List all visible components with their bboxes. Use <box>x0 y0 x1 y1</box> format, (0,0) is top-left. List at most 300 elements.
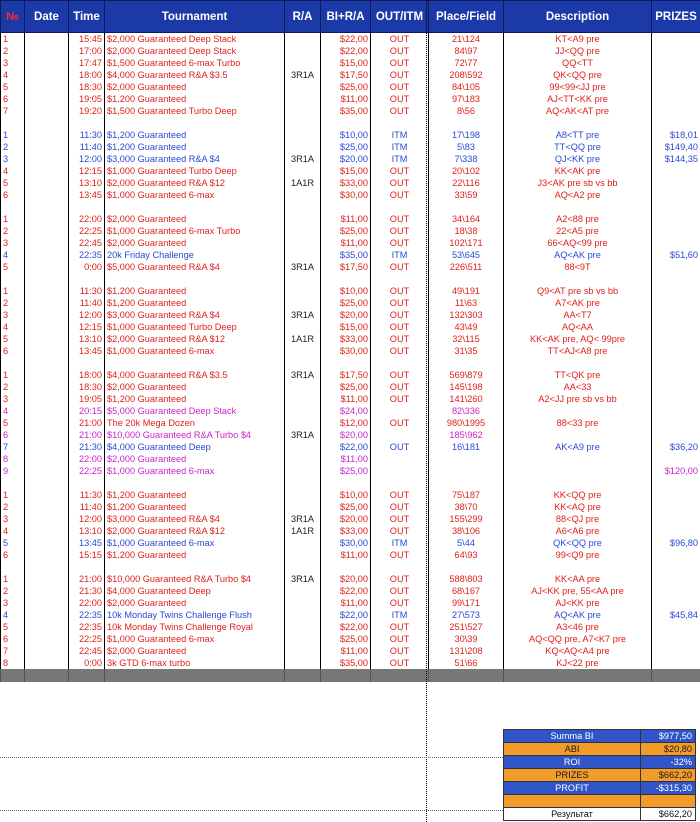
summary-value[interactable]: -32% <box>641 756 696 769</box>
cell-bi[interactable]: $25,00 <box>321 297 371 309</box>
cell-desc[interactable]: KK<AQ pre <box>504 501 652 513</box>
cell-place[interactable] <box>429 273 504 285</box>
cell-res[interactable]: OUT <box>371 297 429 309</box>
cell-prize[interactable] <box>652 405 700 417</box>
cell-prize[interactable] <box>652 381 700 393</box>
cell-time[interactable]: 21:00 <box>69 573 105 585</box>
cell-place[interactable]: 53\645 <box>429 249 504 261</box>
cell-date[interactable] <box>25 261 69 273</box>
cell-time[interactable] <box>69 477 105 489</box>
cell-n[interactable] <box>1 357 25 369</box>
cell-prize[interactable] <box>652 501 700 513</box>
cell-n[interactable]: 6 <box>1 633 25 645</box>
cell-time[interactable]: 22:00 <box>69 453 105 465</box>
cell-date[interactable] <box>25 45 69 57</box>
cell-tour[interactable]: $2,000 Guaranteed <box>105 453 285 465</box>
cell-res[interactable]: ITM <box>371 537 429 549</box>
cell-place[interactable]: 141\260 <box>429 393 504 405</box>
cell-res[interactable] <box>371 561 429 573</box>
cell-n[interactable]: 8 <box>1 657 25 669</box>
cell-place[interactable]: 82\336 <box>429 405 504 417</box>
cell-time[interactable]: 12:00 <box>69 153 105 165</box>
summary-value[interactable]: $20,80 <box>641 743 696 756</box>
cell-date[interactable] <box>25 645 69 657</box>
cell-tour[interactable]: $1,200 Guaranteed <box>105 393 285 405</box>
cell-n[interactable]: 1 <box>1 285 25 297</box>
cell-tour[interactable]: $10,000 Guaranteed R&A Turbo $4 <box>105 573 285 585</box>
cell-n[interactable]: 1 <box>1 33 25 46</box>
cell-tour[interactable]: 3k GTD 6-max turbo <box>105 657 285 669</box>
cell-n[interactable]: 3 <box>1 309 25 321</box>
cell-place[interactable]: 34\164 <box>429 213 504 225</box>
cell-desc[interactable]: QK<QQ pre <box>504 537 652 549</box>
cell-res[interactable] <box>371 357 429 369</box>
cell-res[interactable]: OUT <box>371 93 429 105</box>
cell-time[interactable]: 19:20 <box>69 105 105 117</box>
cell-desc[interactable]: 99<99<JJ pre <box>504 81 652 93</box>
cell-ra[interactable] <box>285 165 321 177</box>
cell-res[interactable] <box>371 477 429 489</box>
cell-desc[interactable]: AQ<QQ pre, A7<K7 pre <box>504 633 652 645</box>
cell-date[interactable] <box>25 105 69 117</box>
summary-value[interactable]: $662,20 <box>641 769 696 782</box>
cell-bi[interactable]: $12,00 <box>321 417 371 429</box>
cell-res[interactable]: OUT <box>371 105 429 117</box>
cell-place[interactable]: 75\187 <box>429 489 504 501</box>
cell-bi[interactable] <box>321 477 371 489</box>
cell-n[interactable]: 6 <box>1 429 25 441</box>
cell-n[interactable]: 2 <box>1 501 25 513</box>
cell-date[interactable] <box>25 249 69 261</box>
cell-date[interactable] <box>25 585 69 597</box>
cell-date[interactable] <box>25 393 69 405</box>
cell-desc[interactable]: TT<QQ pre <box>504 141 652 153</box>
cell-date[interactable] <box>25 429 69 441</box>
cell-desc[interactable] <box>504 429 652 441</box>
cell-place[interactable]: 31\35 <box>429 345 504 357</box>
cell-place[interactable]: 97\183 <box>429 93 504 105</box>
cell-n[interactable]: 2 <box>1 585 25 597</box>
cell-bi[interactable]: $15,00 <box>321 57 371 69</box>
cell-time[interactable]: 22:45 <box>69 645 105 657</box>
cell-place[interactable]: 155\299 <box>429 513 504 525</box>
cell-place[interactable] <box>429 357 504 369</box>
cell-res[interactable]: OUT <box>371 525 429 537</box>
cell-place[interactable]: 99\171 <box>429 597 504 609</box>
cell-res[interactable]: OUT <box>371 657 429 669</box>
cell-res[interactable]: OUT <box>371 489 429 501</box>
cell-n[interactable]: 1 <box>1 489 25 501</box>
cell-place[interactable]: 132\303 <box>429 309 504 321</box>
cell-n[interactable]: 3 <box>1 513 25 525</box>
cell-time[interactable]: 22:45 <box>69 237 105 249</box>
cell-tour[interactable]: $1,000 Guaranteed 6-max <box>105 189 285 201</box>
cell-place[interactable]: 72\77 <box>429 57 504 69</box>
cell-date[interactable] <box>25 177 69 189</box>
cell-prize[interactable] <box>652 105 700 117</box>
cell-time[interactable]: 21:30 <box>69 585 105 597</box>
cell-bi[interactable]: $17,50 <box>321 261 371 273</box>
summary-label[interactable]: ABI <box>504 743 641 756</box>
cell-place[interactable]: 20\102 <box>429 165 504 177</box>
cell-n[interactable] <box>1 117 25 129</box>
cell-place[interactable]: 16\181 <box>429 441 504 453</box>
cell-desc[interactable]: KK<AK pre <box>504 165 652 177</box>
cell-n[interactable]: 4 <box>1 609 25 621</box>
cell-time[interactable]: 13:10 <box>69 177 105 189</box>
cell-desc[interactable]: AA<33 <box>504 381 652 393</box>
cell-date[interactable] <box>25 597 69 609</box>
cell-ra[interactable] <box>285 549 321 561</box>
cell-place[interactable] <box>429 561 504 573</box>
cell-desc[interactable]: Q9<AT pre sb vs bb <box>504 285 652 297</box>
cell-prize[interactable] <box>652 189 700 201</box>
cell-date[interactable] <box>25 237 69 249</box>
cell-time[interactable] <box>69 201 105 213</box>
cell-ra[interactable]: 3R1A <box>285 309 321 321</box>
cell-prize[interactable]: $96,80 <box>652 537 700 549</box>
cell-res[interactable]: OUT <box>371 621 429 633</box>
cell-tour[interactable]: $1,000 Guaranteed Turbo Deep <box>105 165 285 177</box>
cell-bi[interactable]: $33,00 <box>321 525 371 537</box>
cell-date[interactable] <box>25 153 69 165</box>
cell-ra[interactable] <box>285 249 321 261</box>
cell-res[interactable]: OUT <box>371 57 429 69</box>
cell-date[interactable] <box>25 369 69 381</box>
cell-desc[interactable]: AQ<AK pre <box>504 609 652 621</box>
cell-prize[interactable] <box>652 585 700 597</box>
cell-desc[interactable]: A6<A6 pre <box>504 525 652 537</box>
cell-res[interactable]: OUT <box>371 597 429 609</box>
cell-tour[interactable]: 20k Friday Challenge <box>105 249 285 261</box>
cell-prize[interactable] <box>652 597 700 609</box>
cell-time[interactable]: 11:40 <box>69 501 105 513</box>
cell-prize[interactable]: $45,84 <box>652 609 700 621</box>
cell-place[interactable]: 30\39 <box>429 633 504 645</box>
cell-ra[interactable] <box>285 321 321 333</box>
cell-date[interactable] <box>25 225 69 237</box>
cell-desc[interactable]: 22<A5 pre <box>504 225 652 237</box>
cell-bi[interactable]: $25,00 <box>321 81 371 93</box>
cell-date[interactable] <box>25 213 69 225</box>
cell-res[interactable] <box>371 465 429 477</box>
cell-time[interactable]: 13:10 <box>69 333 105 345</box>
cell-ra[interactable] <box>285 297 321 309</box>
cell-bi[interactable]: $11,00 <box>321 597 371 609</box>
cell-prize[interactable] <box>652 633 700 645</box>
cell-place[interactable] <box>429 117 504 129</box>
cell-date[interactable] <box>25 657 69 669</box>
cell-n[interactable]: 5 <box>1 621 25 633</box>
cell-n[interactable]: 4 <box>1 249 25 261</box>
cell-n[interactable]: 4 <box>1 69 25 81</box>
cell-n[interactable] <box>1 201 25 213</box>
cell-ra[interactable] <box>285 357 321 369</box>
cell-tour[interactable]: $1,200 Guaranteed <box>105 93 285 105</box>
cell-desc[interactable]: 88<9T <box>504 261 652 273</box>
summary-value[interactable]: $977,50 <box>641 730 696 743</box>
cell-desc[interactable]: AA<T7 <box>504 309 652 321</box>
cell-desc[interactable]: A2<JJ pre sb vs bb <box>504 393 652 405</box>
cell-prize[interactable] <box>652 453 700 465</box>
cell-place[interactable]: 49\191 <box>429 285 504 297</box>
cell-res[interactable]: OUT <box>371 45 429 57</box>
cell-desc[interactable]: 88<33 pre <box>504 417 652 429</box>
cell-bi[interactable] <box>321 201 371 213</box>
cell-ra[interactable] <box>285 633 321 645</box>
cell-time[interactable]: 11:40 <box>69 297 105 309</box>
cell-bi[interactable]: $15,00 <box>321 321 371 333</box>
cell-res[interactable]: OUT <box>371 381 429 393</box>
cell-date[interactable] <box>25 489 69 501</box>
cell-time[interactable]: 11:30 <box>69 489 105 501</box>
cell-time[interactable]: 13:10 <box>69 525 105 537</box>
cell-n[interactable]: 5 <box>1 417 25 429</box>
cell-prize[interactable] <box>652 657 700 669</box>
cell-ra[interactable]: 1A1R <box>285 525 321 537</box>
cell-n[interactable]: 4 <box>1 165 25 177</box>
cell-tour[interactable]: $1,500 Guaranteed 6-max Turbo <box>105 57 285 69</box>
cell-res[interactable]: OUT <box>371 177 429 189</box>
cell-n[interactable]: 1 <box>1 369 25 381</box>
cell-prize[interactable] <box>652 201 700 213</box>
cell-prize[interactable] <box>652 429 700 441</box>
cell-tour[interactable]: $1,200 Guaranteed <box>105 501 285 513</box>
cell-desc[interactable]: AQ<A2 pre <box>504 189 652 201</box>
cell-date[interactable] <box>25 189 69 201</box>
cell-n[interactable]: 3 <box>1 597 25 609</box>
cell-desc[interactable]: AJ<TT<KK pre <box>504 93 652 105</box>
cell-ra[interactable] <box>285 273 321 285</box>
cell-ra[interactable] <box>285 81 321 93</box>
cell-prize[interactable] <box>652 525 700 537</box>
cell-tour[interactable]: $1,200 Guaranteed <box>105 129 285 141</box>
cell-tour[interactable]: $2,000 Guaranteed R&A $12 <box>105 525 285 537</box>
col-header-outitm[interactable]: OUT/ITM <box>371 1 429 33</box>
cell-res[interactable]: OUT <box>371 645 429 657</box>
cell-desc[interactable]: 99<Q9 pre <box>504 549 652 561</box>
cell-prize[interactable] <box>652 345 700 357</box>
cell-prize[interactable] <box>652 69 700 81</box>
cell-place[interactable] <box>429 453 504 465</box>
cell-n[interactable]: 6 <box>1 189 25 201</box>
cell-prize[interactable] <box>652 165 700 177</box>
cell-res[interactable]: OUT <box>371 309 429 321</box>
cell-n[interactable]: 7 <box>1 105 25 117</box>
col-header-prizes[interactable]: PRIZES <box>652 1 700 33</box>
cell-desc[interactable]: AK<A9 pre <box>504 441 652 453</box>
cell-ra[interactable]: 3R1A <box>285 429 321 441</box>
cell-place[interactable]: 102\171 <box>429 237 504 249</box>
cell-place[interactable]: 980\1995 <box>429 417 504 429</box>
cell-time[interactable]: 21:00 <box>69 417 105 429</box>
cell-res[interactable]: OUT <box>371 321 429 333</box>
cell-prize[interactable]: $144,35 <box>652 153 700 165</box>
cell-ra[interactable] <box>285 585 321 597</box>
cell-prize[interactable] <box>652 321 700 333</box>
cell-tour[interactable]: $1,000 Guaranteed Turbo Deep <box>105 321 285 333</box>
cell-n[interactable]: 1 <box>1 213 25 225</box>
cell-n[interactable]: 6 <box>1 93 25 105</box>
cell-n[interactable]: 5 <box>1 537 25 549</box>
cell-res[interactable] <box>371 405 429 417</box>
cell-n[interactable]: 4 <box>1 321 25 333</box>
cell-res[interactable] <box>371 453 429 465</box>
cell-place[interactable]: 18\38 <box>429 225 504 237</box>
cell-prize[interactable] <box>652 93 700 105</box>
cell-time[interactable]: 18:30 <box>69 381 105 393</box>
cell-desc[interactable]: QQ<TT <box>504 57 652 69</box>
cell-ra[interactable] <box>285 45 321 57</box>
cell-desc[interactable]: QK<QQ pre <box>504 69 652 81</box>
cell-place[interactable]: 22\116 <box>429 177 504 189</box>
cell-n[interactable] <box>1 477 25 489</box>
cell-time[interactable]: 0:00 <box>69 261 105 273</box>
cell-n[interactable]: 5 <box>1 333 25 345</box>
summary-label[interactable]: PRIZES <box>504 769 641 782</box>
cell-time[interactable]: 19:05 <box>69 93 105 105</box>
cell-time[interactable] <box>69 273 105 285</box>
cell-desc[interactable] <box>504 201 652 213</box>
cell-bi[interactable]: $30,00 <box>321 189 371 201</box>
cell-date[interactable] <box>25 417 69 429</box>
cell-n[interactable]: 8 <box>1 453 25 465</box>
cell-ra[interactable] <box>285 201 321 213</box>
cell-desc[interactable]: A7<AK pre <box>504 297 652 309</box>
cell-ra[interactable]: 1A1R <box>285 177 321 189</box>
cell-res[interactable]: OUT <box>371 345 429 357</box>
summary-value[interactable]: $662,20 <box>641 808 696 821</box>
cell-n[interactable]: 3 <box>1 237 25 249</box>
cell-n[interactable]: 5 <box>1 81 25 93</box>
cell-prize[interactable] <box>652 273 700 285</box>
cell-n[interactable]: 4 <box>1 525 25 537</box>
cell-prize[interactable] <box>652 621 700 633</box>
cell-date[interactable] <box>25 453 69 465</box>
cell-res[interactable]: OUT <box>371 501 429 513</box>
cell-date[interactable] <box>25 81 69 93</box>
cell-place[interactable]: 33\59 <box>429 189 504 201</box>
cell-n[interactable]: 3 <box>1 153 25 165</box>
cell-date[interactable] <box>25 285 69 297</box>
cell-prize[interactable] <box>652 297 700 309</box>
cell-ra[interactable] <box>285 621 321 633</box>
cell-date[interactable] <box>25 33 69 46</box>
col-header-ra[interactable]: R/A <box>285 1 321 33</box>
cell-tour[interactable]: $4,000 Guaranteed R&A $3.5 <box>105 69 285 81</box>
cell-desc[interactable]: AJ<KK pre, 55<AA pre <box>504 585 652 597</box>
summary-value[interactable] <box>641 795 696 808</box>
cell-tour[interactable]: $1,200 Guaranteed <box>105 285 285 297</box>
cell-tour[interactable]: $2,000 Guaranteed <box>105 213 285 225</box>
cell-place[interactable]: 84\105 <box>429 81 504 93</box>
cell-tour[interactable]: $2,000 Guaranteed <box>105 81 285 93</box>
cell-place[interactable]: 7\338 <box>429 153 504 165</box>
cell-n[interactable]: 6 <box>1 549 25 561</box>
cell-tour[interactable] <box>105 477 285 489</box>
cell-desc[interactable]: KJ<22 pre <box>504 657 652 669</box>
cell-desc[interactable]: KT<A9 pre <box>504 33 652 46</box>
cell-ra[interactable] <box>285 381 321 393</box>
cell-date[interactable] <box>25 69 69 81</box>
cell-desc[interactable]: JJ<QQ pre <box>504 45 652 57</box>
cell-prize[interactable] <box>652 261 700 273</box>
cell-time[interactable]: 13:45 <box>69 189 105 201</box>
cell-time[interactable]: 22:35 <box>69 621 105 633</box>
cell-date[interactable] <box>25 93 69 105</box>
cell-tour[interactable]: 10k Monday Twins Challenge Royal <box>105 621 285 633</box>
cell-tour[interactable]: $2,000 Guaranteed <box>105 645 285 657</box>
cell-bi[interactable]: $20,00 <box>321 309 371 321</box>
cell-prize[interactable]: $120,00 <box>652 465 700 477</box>
cell-ra[interactable]: 3R1A <box>285 261 321 273</box>
cell-prize[interactable] <box>652 417 700 429</box>
cell-time[interactable]: 22:35 <box>69 609 105 621</box>
cell-tour[interactable]: $5,000 Guaranteed R&A $4 <box>105 261 285 273</box>
cell-prize[interactable] <box>652 57 700 69</box>
cell-desc[interactable]: TT<AJ<A8 pre <box>504 345 652 357</box>
cell-time[interactable]: 13:45 <box>69 537 105 549</box>
cell-res[interactable]: ITM <box>371 141 429 153</box>
cell-time[interactable]: 22:35 <box>69 249 105 261</box>
cell-bi[interactable]: $20,00 <box>321 573 371 585</box>
cell-tour[interactable]: $1,200 Guaranteed <box>105 489 285 501</box>
cell-res[interactable]: OUT <box>371 165 429 177</box>
cell-res[interactable]: OUT <box>371 633 429 645</box>
cell-tour[interactable]: $1,200 Guaranteed <box>105 549 285 561</box>
cell-tour[interactable]: $3,000 Guaranteed R&A $4 <box>105 309 285 321</box>
cell-place[interactable]: 21\124 <box>429 33 504 46</box>
cell-desc[interactable]: 88<QJ pre <box>504 513 652 525</box>
cell-place[interactable]: 588\803 <box>429 573 504 585</box>
cell-desc[interactable] <box>504 465 652 477</box>
cell-desc[interactable]: AQ<AK pre <box>504 249 652 261</box>
cell-n[interactable]: 7 <box>1 441 25 453</box>
cell-ra[interactable] <box>285 213 321 225</box>
cell-bi[interactable]: $33,00 <box>321 177 371 189</box>
summary-label[interactable]: ROI <box>504 756 641 769</box>
cell-res[interactable] <box>371 117 429 129</box>
cell-desc[interactable] <box>504 453 652 465</box>
cell-ra[interactable] <box>285 477 321 489</box>
cell-date[interactable] <box>25 477 69 489</box>
cell-res[interactable]: OUT <box>371 189 429 201</box>
cell-ra[interactable] <box>285 345 321 357</box>
col-header-bi[interactable]: BI+R/A <box>321 1 371 33</box>
cell-prize[interactable] <box>652 309 700 321</box>
cell-place[interactable]: 51\66 <box>429 657 504 669</box>
cell-date[interactable] <box>25 441 69 453</box>
cell-time[interactable]: 22:00 <box>69 213 105 225</box>
cell-desc[interactable] <box>504 357 652 369</box>
cell-time[interactable] <box>69 561 105 573</box>
cell-time[interactable]: 15:15 <box>69 549 105 561</box>
cell-date[interactable] <box>25 117 69 129</box>
cell-prize[interactable] <box>652 393 700 405</box>
cell-time[interactable]: 20:15 <box>69 405 105 417</box>
cell-ra[interactable] <box>285 645 321 657</box>
cell-date[interactable] <box>25 633 69 645</box>
cell-ra[interactable]: 3R1A <box>285 69 321 81</box>
cell-tour[interactable]: $1,200 Guaranteed <box>105 297 285 309</box>
cell-ra[interactable] <box>285 465 321 477</box>
cell-bi[interactable]: $35,00 <box>321 105 371 117</box>
cell-time[interactable]: 21:00 <box>69 429 105 441</box>
cell-n[interactable]: 9 <box>1 465 25 477</box>
cell-time[interactable]: 12:00 <box>69 309 105 321</box>
cell-bi[interactable]: $22,00 <box>321 33 371 46</box>
cell-bi[interactable]: $25,00 <box>321 633 371 645</box>
